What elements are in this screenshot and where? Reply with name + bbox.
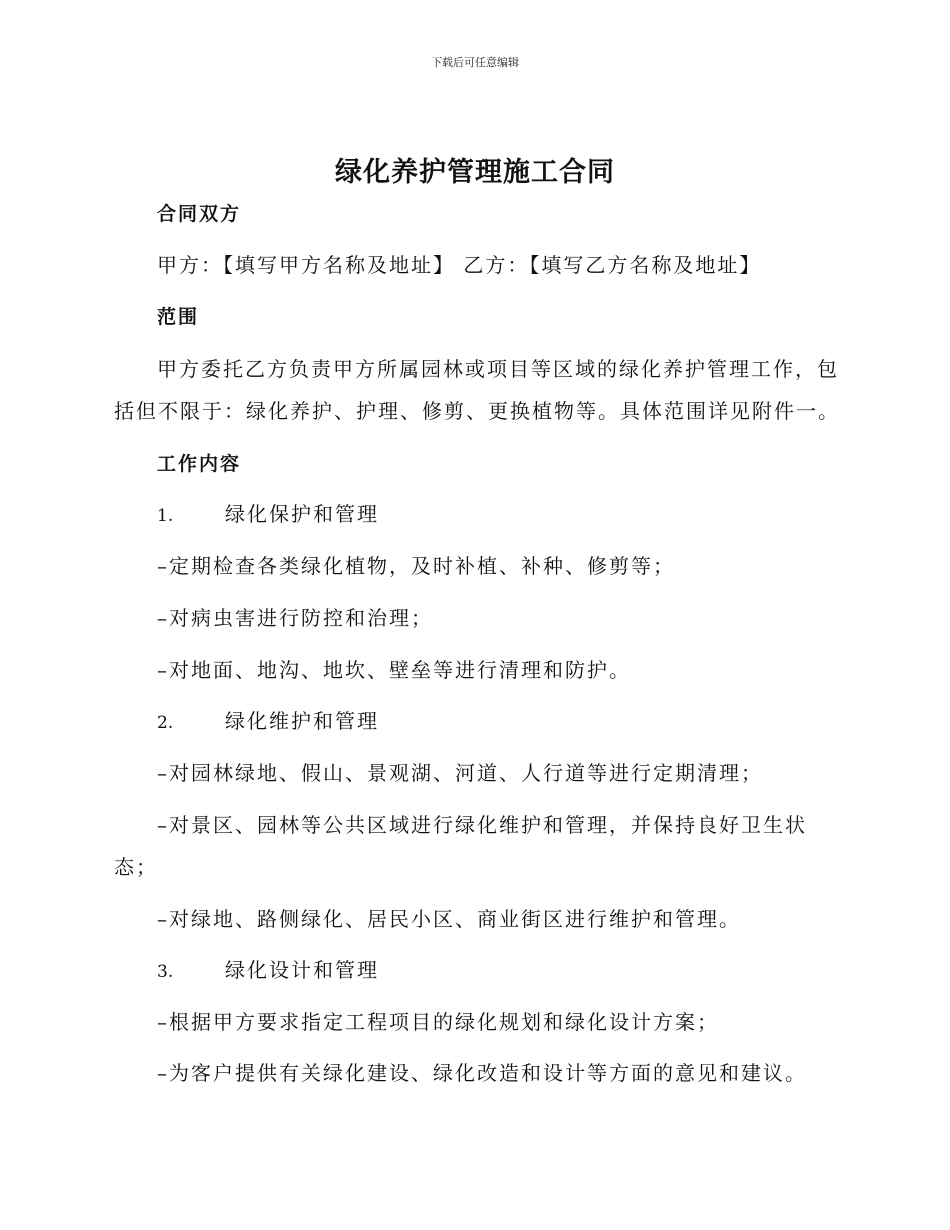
subsection-title: 绿化维护和管理 [225,709,379,733]
subsection-number: 2. [157,713,174,733]
header-note: 下载后可任意编辑 [431,56,519,69]
subsection-title: 绿化保护和管理 [225,502,379,526]
list-item: –为客户提供有关绿化建设、绿化改造和设计等方面的意见和建议。 [157,1061,807,1085]
list-item: –对地面、地沟、地坎、壁垒等进行清理和防护。 [157,658,631,682]
section-heading-scope: 范围 [157,306,200,328]
document-title: 绿化养护管理施工合同 [335,157,615,188]
subsection-number: 3. [157,962,174,982]
list-item: –对景区、园林等公共区域进行绿化维护和管理，并保持良好卫生状 [157,813,807,837]
list-item: –对病虫害进行防控和治理； [157,606,433,630]
parties-text: 甲方：【填写甲方名称及地址】 乙方：【填写乙方名称及地址】 [157,253,762,277]
subsection-title: 绿化设计和管理 [225,958,379,982]
list-item: –对绿地、路侧绿化、居民小区、商业街区进行维护和管理。 [157,907,741,931]
list-item: –定期检查各类绿化植物，及时补植、补种、修剪等； [157,554,675,578]
work-subsection-1 [157,498,379,527]
scope-paragraph-line-2: 括但不限于：绿化养护、护理、修剪、更换植物等。具体范围详见附件一。 [114,399,840,423]
scope-paragraph-line-1: 甲方委托乙方负责甲方所属园林或项目等区域的绿化养护管理工作，包 [157,357,839,381]
section-heading-work: 工作内容 [157,453,242,475]
subsection-number: 1. [157,506,174,526]
list-item-continuation: 态； [114,855,158,879]
list-item: –根据甲方要求指定工程项目的绿化规划和绿化设计方案； [157,1010,719,1034]
list-item: –对园林绿地、假山、景观湖、河道、人行道等进行定期清理； [157,761,763,785]
work-subsection-3 [157,954,379,983]
work-subsection-2 [157,705,379,734]
section-heading-parties: 合同双方 [157,203,242,225]
